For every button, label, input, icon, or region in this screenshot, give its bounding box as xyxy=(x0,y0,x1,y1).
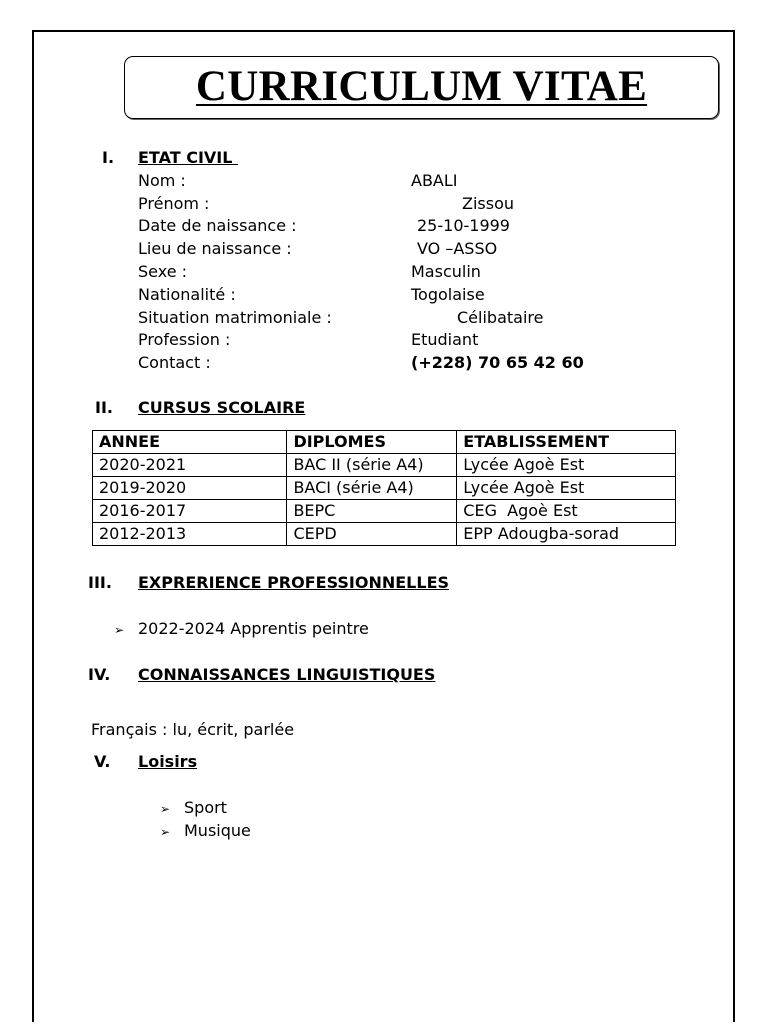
table-cell: 2016-2017 xyxy=(93,500,287,523)
table-cell: CEPD xyxy=(287,523,457,546)
section-number-cursus: II. xyxy=(95,398,113,417)
experience-item: 2022-2024 Apprentis peintre xyxy=(138,619,369,638)
field-label-nom: Nom : xyxy=(138,171,186,190)
table-cell: 2012-2013 xyxy=(93,523,287,546)
field-value-prenom: Zissou xyxy=(462,194,515,213)
section-number-langues: IV. xyxy=(88,665,111,684)
section-title-experience: EXPRERIENCE PROFESSIONNELLES xyxy=(138,573,450,592)
arrow-bullet-icon: ➢ xyxy=(160,802,171,816)
document-title: CURRICULUM VITAE xyxy=(195,63,648,110)
field-value-sexe: Masculin xyxy=(411,262,481,281)
field-label-prenom: Prénom : xyxy=(138,194,210,213)
table-cell: BAC II (série A4) xyxy=(287,454,457,477)
field-label-profession: Profession : xyxy=(138,330,231,349)
field-value-profession: Etudiant xyxy=(411,330,479,349)
field-value-lieu-naissance: VO –ASSO xyxy=(417,239,498,258)
field-value-nationalite: Togolaise xyxy=(411,285,485,304)
table-header-row xyxy=(93,431,676,454)
section-number-etat-civil: I. xyxy=(102,148,115,167)
field-label-nationalite: Nationalité : xyxy=(138,285,236,304)
arrow-bullet-icon: ➢ xyxy=(114,623,125,637)
table-row xyxy=(93,477,676,500)
section-number-experience: III. xyxy=(88,573,112,592)
arrow-bullet-icon: ➢ xyxy=(160,825,171,839)
section-title-langues: CONNAISSANCES LINGUISTIQUES xyxy=(138,665,436,684)
section-title-loisirs: Loisirs xyxy=(138,752,198,771)
section-title-cursus: CURSUS SCOLAIRE xyxy=(138,398,306,417)
section-title-etat-civil: ETAT CIVIL xyxy=(138,148,239,167)
title-box xyxy=(124,56,719,119)
field-value-nom: ABALI xyxy=(411,171,458,190)
table-cell: EPP Adougba-sorad xyxy=(457,523,676,546)
table-cell: Lycée Agoè Est xyxy=(457,454,676,477)
table-header-annee: ANNEE xyxy=(93,431,287,454)
field-value-contact: (+228) 70 65 42 60 xyxy=(411,353,584,372)
langues-text: Français : lu, écrit, parlée xyxy=(91,720,295,739)
field-label-contact: Contact : xyxy=(138,353,211,372)
field-label-lieu-naissance: Lieu de naissance : xyxy=(138,239,292,258)
field-label-date-naissance: Date de naissance : xyxy=(138,216,297,235)
table-row xyxy=(93,523,676,546)
table-header-diplomes: DIPLOMES xyxy=(287,431,457,454)
loisirs-item-musique: Musique xyxy=(184,821,251,840)
table-header-etablissement: ETABLISSEMENT xyxy=(457,431,676,454)
table-cell: BEPC xyxy=(287,500,457,523)
table-row xyxy=(93,500,676,523)
cursus-table xyxy=(92,430,676,546)
field-value-situation: Célibataire xyxy=(457,308,544,327)
field-label-situation: Situation matrimoniale : xyxy=(138,308,332,327)
table-row xyxy=(93,454,676,477)
section-number-loisirs: V. xyxy=(94,752,111,771)
table-cell: Lycée Agoè Est xyxy=(457,477,676,500)
field-value-date-naissance: 25-10-1999 xyxy=(417,216,510,235)
field-label-sexe: Sexe : xyxy=(138,262,188,281)
table-cell: CEG Agoè Est xyxy=(457,500,676,523)
table-cell: 2019-2020 xyxy=(93,477,287,500)
table-cell: 2020-2021 xyxy=(93,454,287,477)
loisirs-item-sport: Sport xyxy=(184,798,227,817)
table-cell: BACI (série A4) xyxy=(287,477,457,500)
